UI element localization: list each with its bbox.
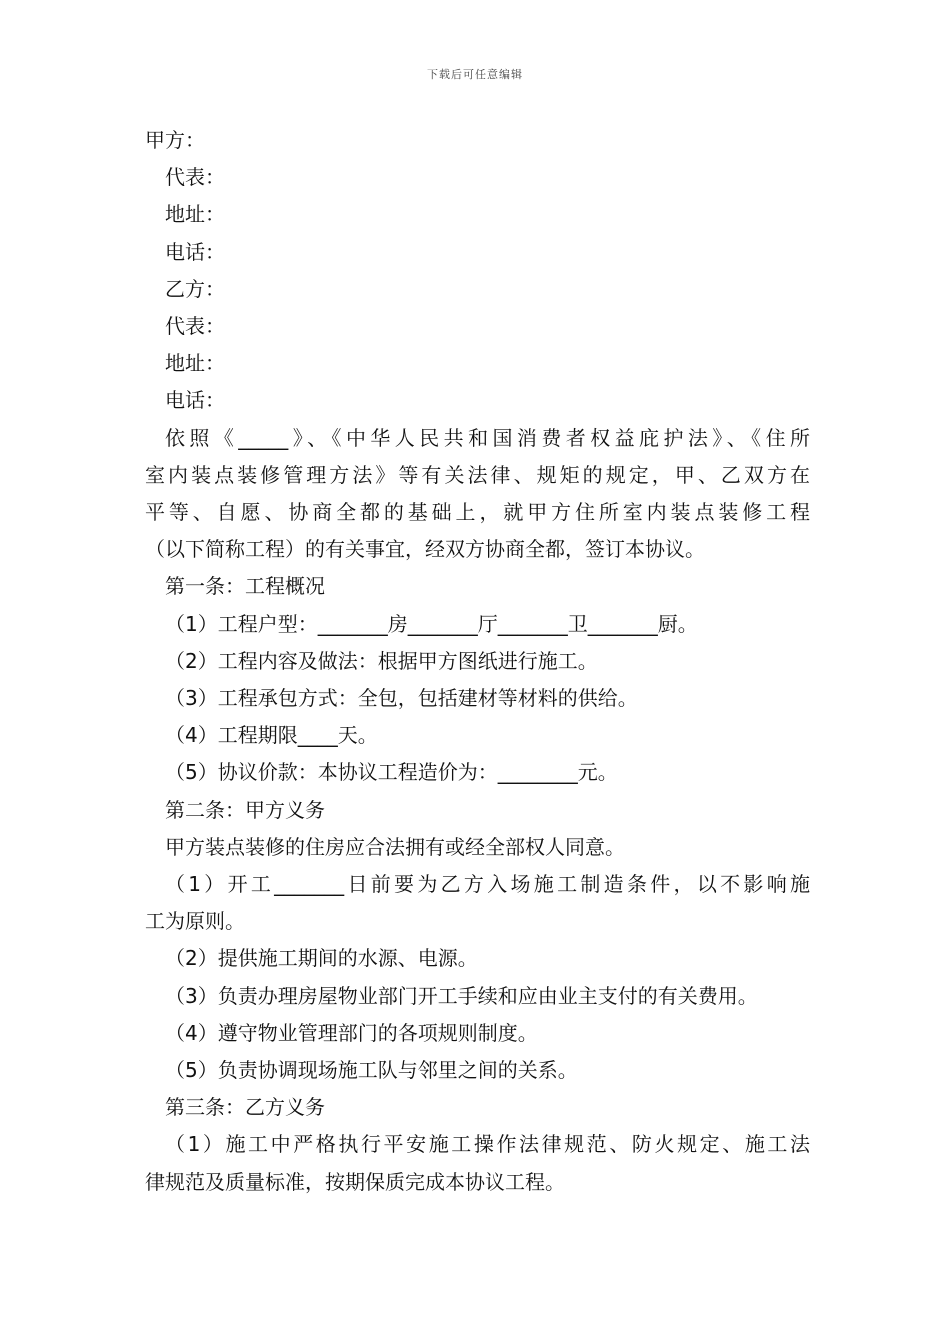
article-1-item: （1）工程户型：_______房_______厅_______卫_______厨。 [165, 611, 698, 636]
article-3-item: （1）施工中严格执行平安施工操作法律规范、防火规定、施工法 [165, 1132, 810, 1157]
party-a-representative: 代表： [165, 165, 225, 190]
party-b-representative: 代表： [165, 314, 225, 339]
preamble-line: （以下简称工程）的有关事宜，经双方协商全都，签订本协议。 [145, 537, 705, 562]
article-2-item-continued: 工为原则。 [145, 909, 245, 934]
party-a-label: 甲方： [145, 128, 205, 152]
article-1-item: （4）工程期限____天。 [165, 723, 378, 748]
party-b-phone: 电话： [165, 388, 225, 413]
article-1-heading: 第一条：工程概况 [165, 574, 325, 599]
article-3-heading: 第三条：乙方义务 [165, 1095, 325, 1120]
article-3-item-continued: 律规范及质量标准，按期保质完成本协议工程。 [145, 1169, 565, 1194]
article-2-item: （1）开工_______日前要为乙方入场施工制造条件，以不影响施 [165, 872, 810, 897]
preamble-line: 依照《_____》、《中华人民共和国消费者权益庇护法》、《住所 [165, 425, 810, 450]
article-1-item: （5）协议价款：本协议工程造价为：________元。 [165, 760, 618, 785]
article-2-heading: 第二条：甲方义务 [165, 797, 325, 822]
article-2-item: （2）提供施工期间的水源、电源。 [165, 946, 478, 971]
article-2-item: （5）负责协调现场施工队与邻里之间的关系。 [165, 1058, 578, 1083]
article-1-item: （2）工程内容及做法：根据甲方图纸进行施工。 [165, 648, 598, 673]
article-2-item: （4）遵守物业管理部门的各项规则制度。 [165, 1020, 538, 1045]
document-body [145, 122, 810, 1201]
article-2-intro: 甲方装点装修的住房应合法拥有或经全部权人同意。 [165, 834, 625, 859]
preamble-line: 室内装点装修管理方法》等有关法律、规矩的规定，甲、乙双方在 [145, 462, 810, 487]
article-2-item: （3）负责办理房屋物业部门开工手续和应由业主支付的有关费用。 [165, 983, 758, 1008]
party-b-label: 乙方： [165, 276, 225, 301]
party-a-phone: 电话： [165, 239, 225, 264]
article-1-item: （3）工程承包方式：全包，包括建材等材料的供给。 [165, 686, 638, 711]
page-header-note: 下载后可任意编辑 [427, 68, 523, 81]
party-a-address: 地址： [165, 202, 225, 227]
preamble-line: 平等、自愿、协商全都的基础上，就甲方住所室内装点装修工程 [145, 500, 810, 525]
party-b-address: 地址： [165, 351, 225, 376]
